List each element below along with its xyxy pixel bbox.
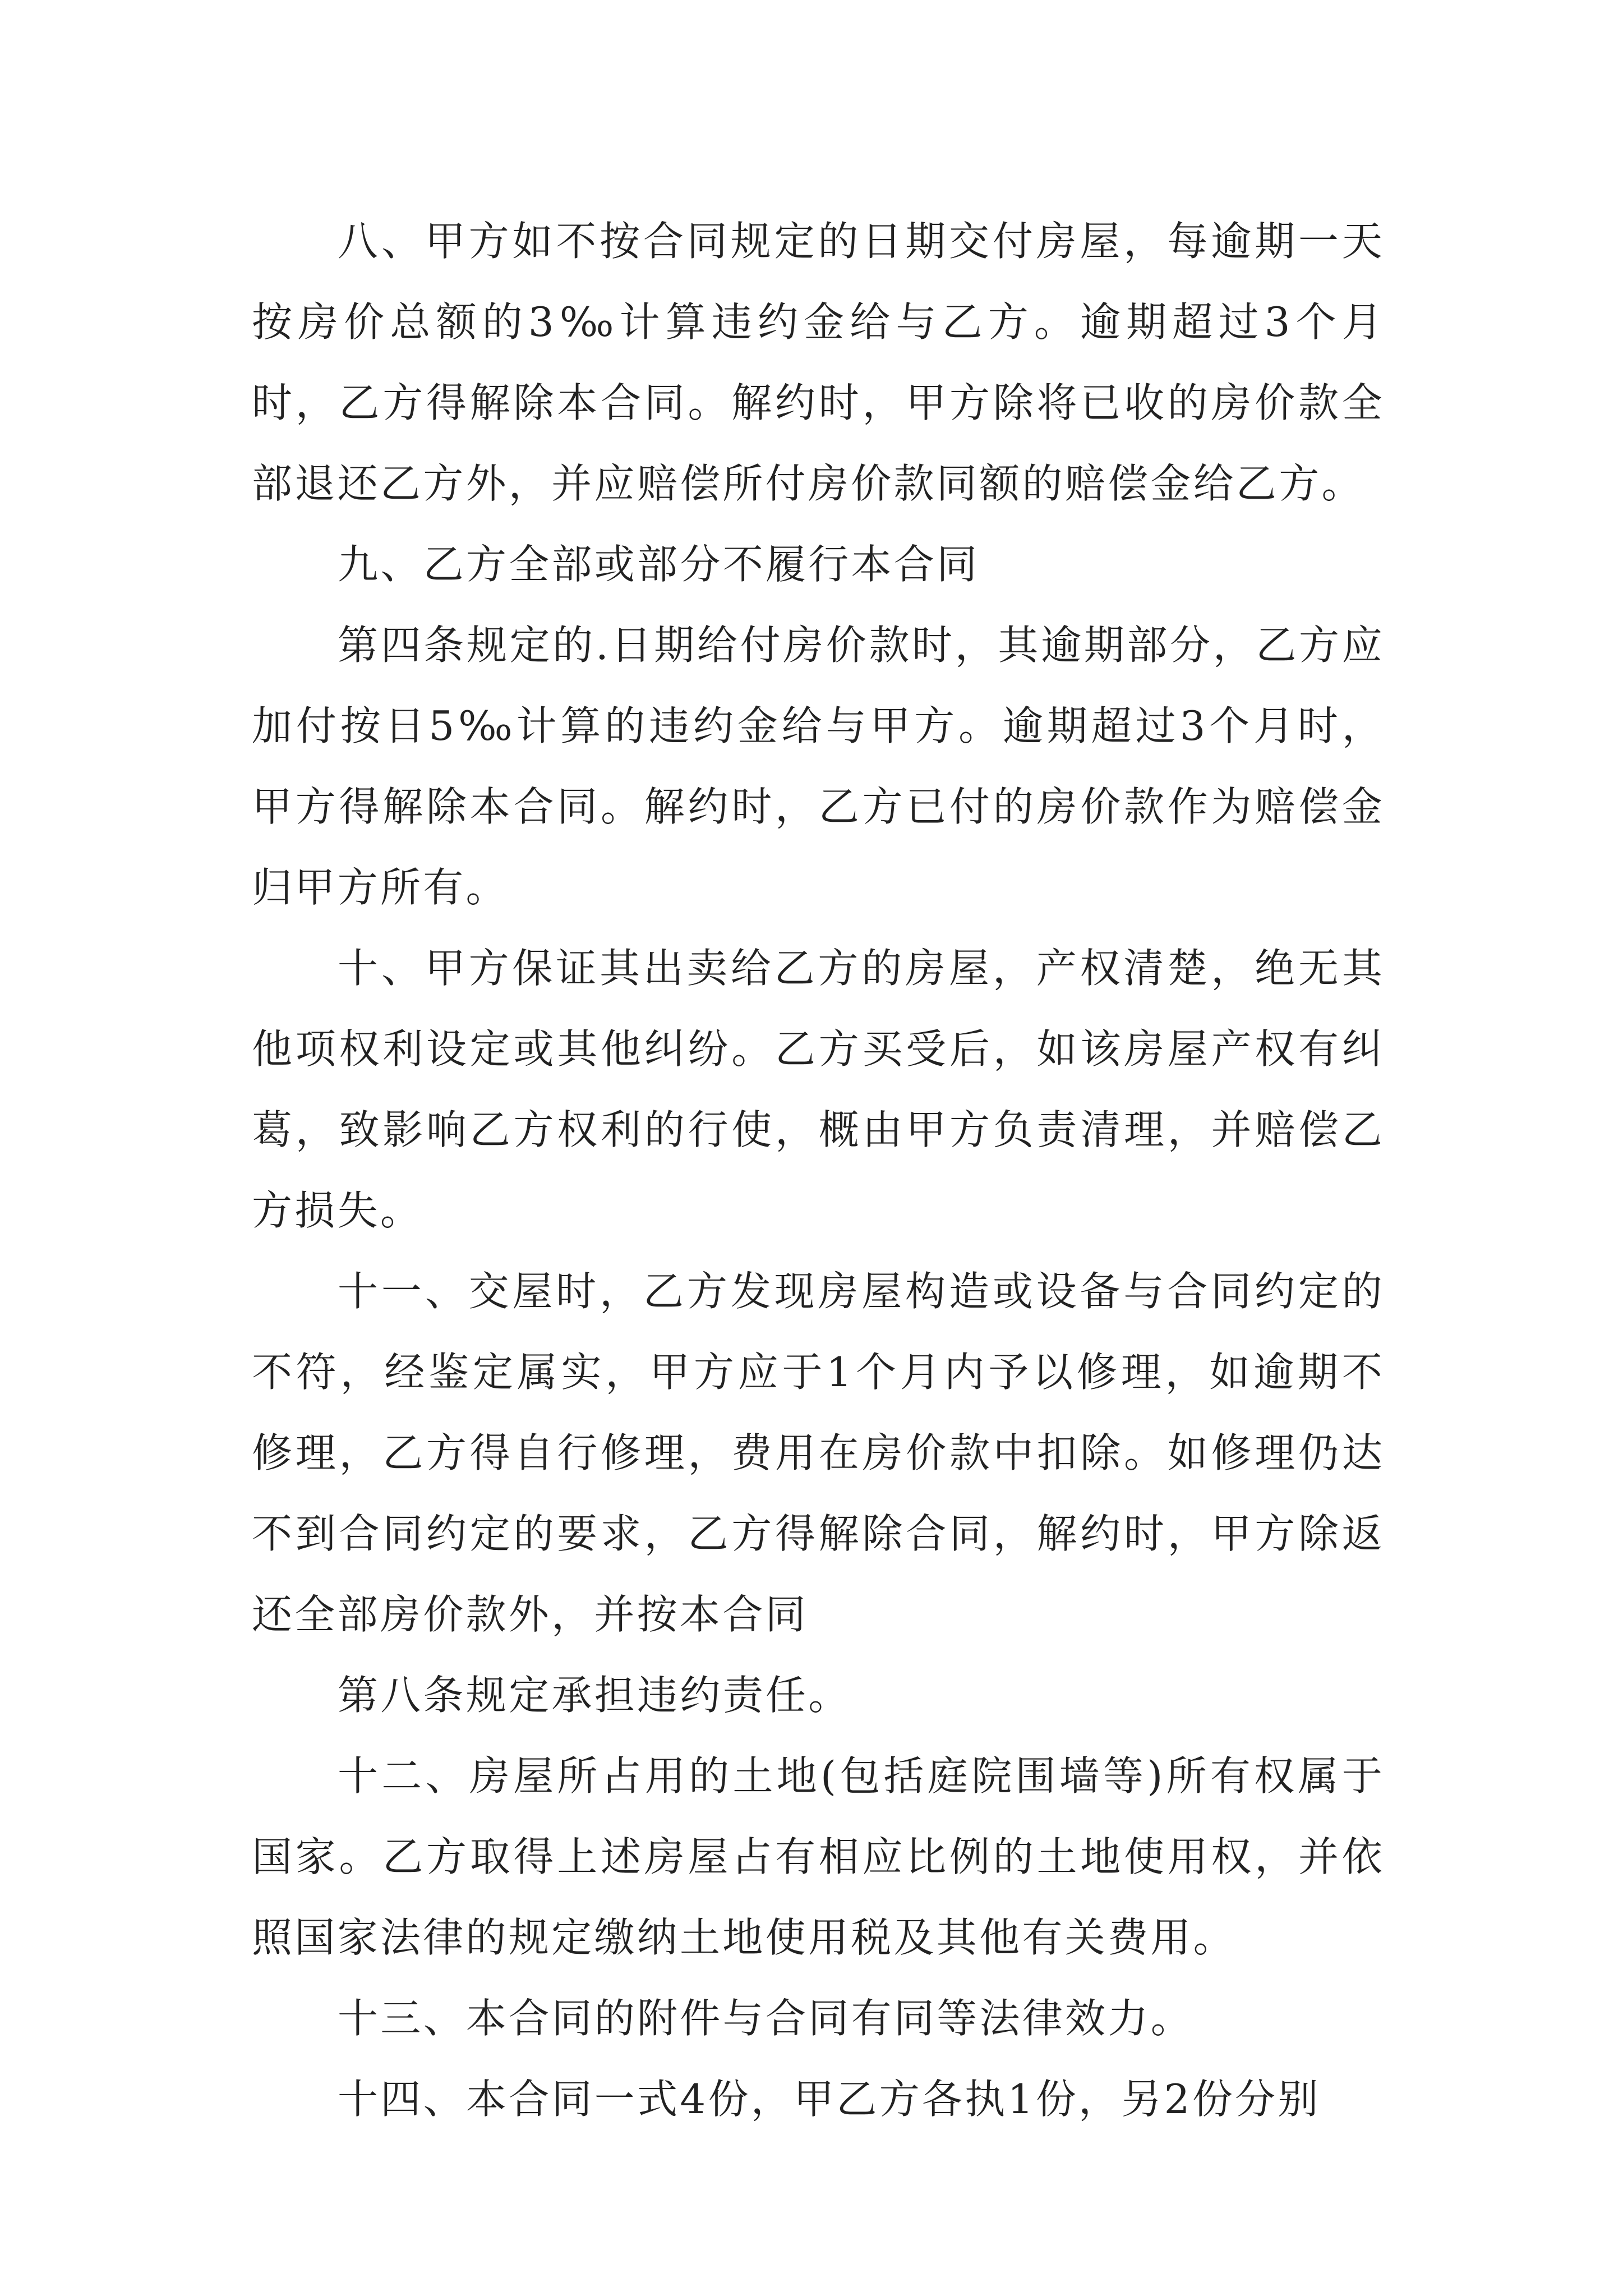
clause-nine-heading: 九、乙方全部或部分不履行本合同: [338, 541, 980, 588]
clause-fourteen-paragraph: 十四、本合同一式4份，甲乙方各执1份，另2份分别: [338, 2076, 1321, 2123]
contract-text: [252, 201, 1385, 2139]
clause-thirteen-paragraph: 十三、本合同的附件与合同有同等法律效力。: [338, 1995, 1194, 2042]
clause-eleven-paragraph: 十一、交屋时，乙方发现房屋构造或设备与合同约定的不符，经鉴定属实，甲方应于1个月内予以修理，如逾期不修理，乙方得自行修理，费用在房价款中扣除。如修理仍达不到合同约定的要求，乙方得解除合同，解约时，甲方除返还全部房价款外，并按本合同: [252, 1268, 1385, 1638]
clause-twelve-paragraph: 十二、房屋所占用的土地(包括庭院围墙等)所有权属于国家。乙方取得上述房屋占有相应比例的土地使用权，并依照国家法律的规定缴纳土地使用税及其他有关费用。: [252, 1752, 1385, 1961]
clause-eight-paragraph: 八、甲方如不按合同规定的日期交付房屋，每逾期一天按房价总额的3‰计算违约金给与乙方。逾期超过3个月时，乙方得解除本合同。解约时，甲方除将已收的房价款全部退还乙方外，并应赔偿所付房价款同额的赔偿金给乙方。: [252, 218, 1385, 507]
clause-eleven-continuation: 第八条规定承担违约责任。: [338, 1672, 851, 1719]
clause-ten-paragraph: 十、甲方保证其出卖给乙方的房屋，产权清楚，绝无其他项权利设定或其他纠纷。乙方买受后，如该房屋产权有纠葛，致影响乙方权利的行使，概由甲方负责清理，并赔偿乙方损失。: [252, 945, 1385, 1234]
clause-nine-paragraph: 第四条规定的.日期给付房价款时，其逾期部分，乙方应加付按日5‰计算的违约金给与甲方。逾期超过3个月时，甲方得解除本合同。解约时，乙方已付的房价款作为赔偿金归甲方所有。: [252, 622, 1385, 911]
